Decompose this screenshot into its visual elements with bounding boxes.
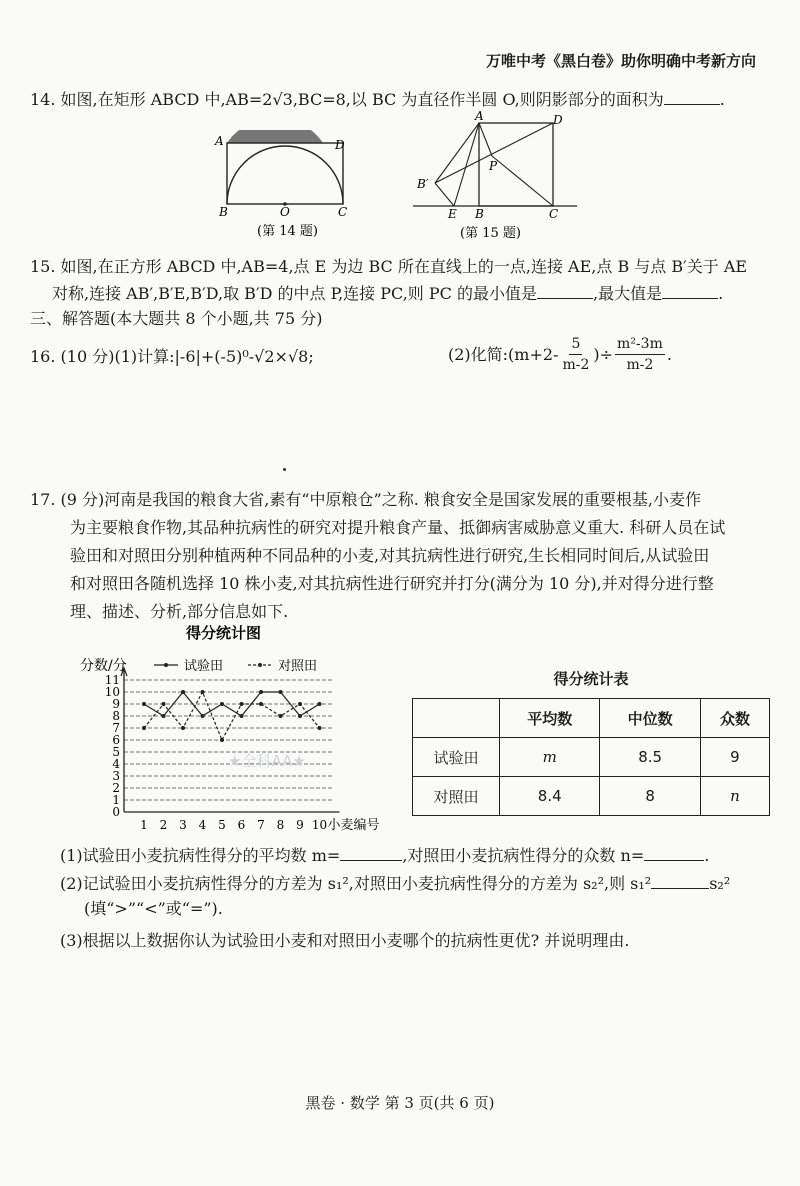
data-point-control <box>181 726 185 730</box>
q17-line-4: 和对照田各随机选择 10 株小麦,对其抗病性进行研究并打分(满分为 10 分),并对得分进行整 <box>70 574 714 593</box>
legend-label-control: 对照田 <box>278 659 318 674</box>
q17-line-5: 理、描述、分析,部分信息如下. <box>70 602 289 621</box>
legend-marker-trial <box>164 663 168 667</box>
q17-n-blank[interactable] <box>644 842 704 861</box>
figure-15 <box>405 110 585 245</box>
figure-14 <box>205 130 365 245</box>
table-cell: 9 <box>700 738 769 777</box>
data-point-control <box>162 702 166 706</box>
y-tick-label: 11 <box>104 673 120 687</box>
legend-label-trial: 试验田 <box>184 659 224 674</box>
x-tick-label: 9 <box>296 818 304 832</box>
data-point-control <box>318 726 322 730</box>
data-point-trial <box>220 702 224 706</box>
question-17-intro <box>30 486 725 626</box>
table-row <box>413 738 770 777</box>
table-cell: m <box>500 738 600 777</box>
q15-max-blank[interactable] <box>662 280 718 299</box>
x-tick-label: 8 <box>276 818 285 832</box>
q16-part2-mid: )÷ <box>593 344 614 364</box>
chart-legend <box>154 658 317 674</box>
data-point-trial <box>142 702 146 706</box>
table-title: 得分统计表 <box>553 670 629 688</box>
data-point-trial <box>181 690 185 694</box>
fig15-line-ae <box>454 123 479 206</box>
fig15-label-b-prime: B′ <box>417 177 429 191</box>
y-tick-label: 1 <box>112 793 120 807</box>
scan-dot <box>283 468 286 471</box>
fig14-semicircle <box>227 146 343 204</box>
fig15-label-p: P <box>489 159 498 173</box>
q16-part2-prefix: (2)化简:(m+2- <box>448 344 559 364</box>
fig15-label-e: E <box>448 207 457 221</box>
table-header-cell: 中位数 <box>600 699 700 738</box>
table-cell: 8.5 <box>600 738 700 777</box>
q17-sub1-c: . <box>704 846 710 865</box>
y-tick-label: 2 <box>112 781 120 795</box>
data-point-control <box>298 702 302 706</box>
q17-sub1 <box>60 842 709 869</box>
table-header-row <box>413 699 770 738</box>
table-row <box>413 777 770 816</box>
table-header-cell: 众数 <box>700 699 769 738</box>
data-point-control <box>201 690 205 694</box>
q17-line-1: 17. (9 分)河南是我国的粮食大省,素有“中原粮仓”之称. 粮食安全是国家发展的重要根基,小麦作 <box>30 490 701 509</box>
table-header-cell: 平均数 <box>500 699 600 738</box>
fig14-rectangle <box>227 143 343 204</box>
data-point-trial <box>201 714 205 718</box>
q16-part2-end: . <box>666 344 672 364</box>
q17-sub2-b: s₂² <box>709 874 731 893</box>
y-tick-label: 8 <box>112 709 120 723</box>
x-tick-label: 7 <box>257 818 265 832</box>
y-tick-label: 5 <box>112 745 120 759</box>
fig15-line-b-prime-e <box>435 183 454 206</box>
x-tick-label: 2 <box>159 818 168 832</box>
q17-sub2 <box>60 870 730 897</box>
x-tick-label: 10 <box>311 818 328 832</box>
data-point-trial <box>162 714 166 718</box>
fig15-line-pc <box>492 156 553 206</box>
data-point-control <box>279 714 283 718</box>
q14-end: . <box>719 90 725 109</box>
fig14-caption: (第 14 题) <box>257 224 318 239</box>
x-tick-label: 1 <box>140 818 148 832</box>
page-header: 万唯中考《黑白卷》助你明确中考新方向 <box>485 52 756 70</box>
q14-answer-blank[interactable] <box>664 86 720 105</box>
fig15-line-b-prime-d <box>435 123 553 183</box>
y-tick-label: 0 <box>112 805 120 819</box>
q16-frac2-num: m²-3m <box>615 334 665 355</box>
fig14-label-a: A <box>215 134 224 148</box>
table-cell: 8.4 <box>500 777 600 816</box>
question-14 <box>30 86 725 113</box>
fig15-label-b: B <box>475 207 484 221</box>
fig14-shaded-region <box>227 130 323 143</box>
q17-variance-blank[interactable] <box>651 870 709 889</box>
q16-frac2-den: m-2 <box>626 357 654 373</box>
q17-sub2-line2: (填“>”“<”或“=”). <box>84 899 223 918</box>
question-15-line1: 15. 如图,在正方形 ABCD 中,AB=4,点 E 为边 BC 所在直线上的一点,连接 AE,点 B 与点 B′关于 AE <box>30 257 748 276</box>
question-16-part2 <box>448 334 672 375</box>
q15-min-blank[interactable] <box>537 280 593 299</box>
data-point-trial <box>279 690 283 694</box>
watermark: ★全科AA★ <box>228 752 306 770</box>
data-point-trial <box>240 714 244 718</box>
q17-sub1-b: ,对照田小麦抗病性得分的众数 n= <box>402 846 645 865</box>
section-3-title: 三、解答题(本大题共 8 个小题,共 75 分) <box>30 309 323 328</box>
page-footer: 黑卷 · 数学 第 3 页(共 6 页) <box>305 1094 495 1112</box>
score-line-chart <box>78 622 418 840</box>
y-tick-label: 9 <box>112 697 120 711</box>
data-point-trial <box>259 690 263 694</box>
fig14-label-c: C <box>338 205 348 219</box>
fig14-label-o: O <box>280 205 290 219</box>
q14-text: 14. 如图,在矩形 ABCD 中,AB=2√3,BC=8,以 BC 为直径作半圆 O,则阴影部分的面积为 <box>30 90 664 109</box>
data-point-control <box>220 738 224 742</box>
fig15-caption: (第 15 题) <box>460 226 521 241</box>
q16-frac1-num: 5 <box>569 334 582 355</box>
y-tick-label: 10 <box>104 685 120 699</box>
y-tick-label: 7 <box>112 721 120 735</box>
table-header-cell <box>413 699 500 738</box>
x-tick-label: 3 <box>179 818 187 832</box>
question-15-line2 <box>52 280 723 307</box>
y-tick-label: 6 <box>112 733 120 747</box>
chart-title: 得分统计图 <box>186 624 262 642</box>
fig15-line-ap <box>479 123 492 156</box>
chart-ylabel: 分数/分 <box>80 658 127 674</box>
x-tick-label: 6 <box>237 818 246 832</box>
table-cell: 试验田 <box>413 738 500 777</box>
x-tick-label: 4 <box>198 818 207 832</box>
y-tick-label: 4 <box>112 757 120 771</box>
fig15-label-c: C <box>549 207 559 221</box>
data-point-control <box>142 726 146 730</box>
fig14-label-d: D <box>335 138 345 152</box>
table-cell: 8 <box>600 777 700 816</box>
data-point-trial <box>318 702 322 706</box>
table-cell: n <box>700 777 769 816</box>
data-point-trial <box>298 714 302 718</box>
x-tick-label: 5 <box>218 818 226 832</box>
q15-text-b: ,最大值是 <box>592 284 663 303</box>
legend-marker-control <box>258 663 262 667</box>
chart-xlabel: 小麦编号 <box>327 818 380 833</box>
data-point-control <box>259 702 263 706</box>
data-point-control <box>240 702 244 706</box>
fig14-label-b: B <box>219 205 228 219</box>
table-cell: 对照田 <box>413 777 500 816</box>
fig15-label-d: D <box>553 113 563 127</box>
q16-fraction-2 <box>615 334 665 375</box>
q17-sub1-a: (1)试验田小麦抗病性得分的平均数 m= <box>60 846 341 865</box>
score-stat-table <box>412 698 770 816</box>
y-tick-label: 3 <box>112 769 120 783</box>
q15-text-a: 对称,连接 AB′,B′E,B′D,取 B′D 的中点 P,连接 PC,则 PC 的最小值是 <box>52 284 537 303</box>
q16-frac1-den: m-2 <box>562 357 590 373</box>
q17-line-3: 验田和对照田分别种植两种不同品种的小麦,对其抗病性进行研究,生长相同时间后,从试验田 <box>70 546 710 565</box>
fig15-label-a: A <box>475 110 484 123</box>
fig15-line-ab-prime <box>435 123 479 183</box>
q16-fraction-1 <box>560 334 591 375</box>
q17-sub2-a: (2)记试验田小麦抗病性得分的方差为 s₁²,对照田小麦抗病性得分的方差为 s₂²,则 s₁² <box>60 874 652 893</box>
q15-text-c: . <box>718 284 724 303</box>
q17-line-2: 为主要粮食作物,其品种抗病性的研究对提升粮食产量、抵御病害威胁意义重大. 科研人员在试 <box>70 518 726 537</box>
q17-m-blank[interactable] <box>340 842 402 861</box>
question-16-part1: 16. (10 分)(1)计算:|-6|+(-5)⁰-√2×√8; <box>30 347 314 366</box>
q17-sub3: (3)根据以上数据你认为试验田小麦和对照田小麦哪个的抗病性更优? 并说明理由. <box>60 931 630 950</box>
